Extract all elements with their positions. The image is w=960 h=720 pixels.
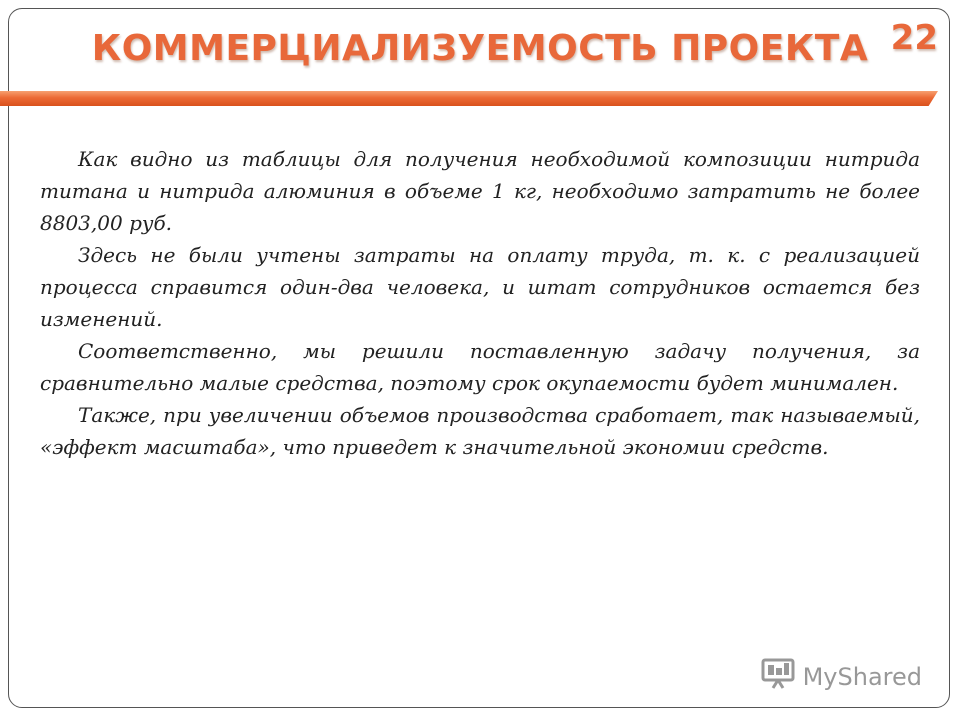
paragraph: Как видно из таблицы для получения необходимой композиции нитрида титана и нитрида алюминия в объеме 1 кг, необходимо затратить не более 8803,00 руб. bbox=[40, 147, 920, 235]
paragraph: Также, при увеличении объемов производства сработает, так называемый, «эффект масштаба», что приведет к значительной экономии средств. bbox=[40, 403, 920, 459]
paragraph: Здесь не были учтены затраты на оплату труда, т. к. с реализацией процесса справится один-два человека, и штат сотрудников остается без изменений. bbox=[40, 243, 920, 331]
slide-number: 22 bbox=[890, 18, 938, 58]
title-accent-bar bbox=[0, 91, 938, 106]
slide-title: КОММЕРЦИАЛИЗУЕМОСТЬ ПРОЕКТА bbox=[91, 28, 869, 69]
slide-body bbox=[40, 143, 920, 463]
watermark-text: MyShared bbox=[802, 662, 922, 691]
paragraph: Соответственно, мы решили поставленную задачу получения, за сравнительно малые средства, поэтому срок окупаемости будет минимален. bbox=[40, 339, 920, 395]
watermark bbox=[761, 658, 922, 695]
myshared-logo-icon bbox=[761, 658, 797, 695]
